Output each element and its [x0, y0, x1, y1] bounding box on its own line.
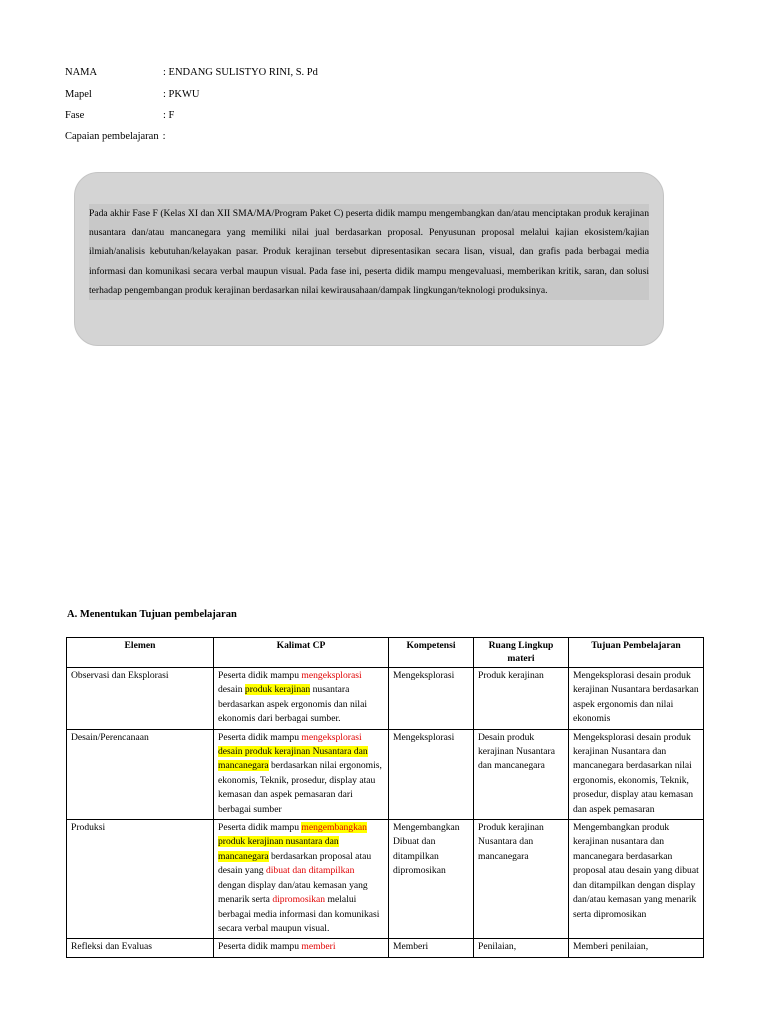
- mapel-field: [65, 88, 199, 101]
- elemen-cell: Produksi: [67, 820, 214, 939]
- cp-verb-red: mengembangkan: [301, 822, 367, 834]
- cp-highlight: produk kerajinan: [244, 684, 311, 696]
- table-row: [67, 668, 704, 730]
- fase-label: Fase: [65, 110, 85, 121]
- kompetensi-cell: Mengembangkan Dibuat dan ditampilkan dipromosikan: [389, 820, 474, 939]
- ruang-lingkup-cell: Penilaian,: [474, 939, 569, 957]
- ruang-lingkup-cell: Desain produk kerajinan Nusantara dan mancanegara: [474, 729, 569, 819]
- kalimat-cp-cell: [214, 668, 389, 730]
- cp-text: Peserta didik mampu: [218, 731, 302, 743]
- capaian-field: [65, 130, 166, 143]
- kalimat-cp-cell: [214, 939, 389, 957]
- tujuan-cell: Mengeksplorasi desain produk kerajinan Nusantara berdasarkan aspek ergonomis dan nilai ekonomis: [569, 668, 704, 730]
- nama-label: NAMA: [65, 67, 98, 78]
- nama-field: [65, 66, 318, 79]
- cp-verb-red: dipromosikan: [272, 894, 326, 906]
- nama-value: : ENDANG SULISTYO RINI, S. Pd: [163, 67, 318, 78]
- cp-verb-red: memberi: [301, 941, 336, 953]
- capaian-pembelajaran-text: Pada akhir Fase F (Kelas XI dan XII SMA/MA/Program Paket C) peserta didik mampu mengembangkan dan/atau menciptakan produk kerajinan nusantara dan/atau mancanegara yang memiliki nilai jual berdasarkan proposal. Penyusunan proposal melalui kajian ekosistem/kajian ilmiah/analisis kebutuhan/kelayakan pasar. Produk kerajinan tersebut dipresentasikan secara lisan, visual, dan grafis pada berbagai media informasi dan komunikasi secara verbal maupun visual. Pada fase ini, peserta didik mampu mengevaluasi, memberikan kritik, saran, dan solusi terhadap pengembangan produk kerajinan berdasarkan nilai kewirausahaan/dampak lingkungan/teknologi produksinya.: [89, 204, 649, 300]
- section-title: A. Menentukan Tujuan pembelajaran: [67, 609, 237, 620]
- elemen-cell: Observasi dan Eksplorasi: [67, 668, 214, 730]
- tujuan-cell: Mengeksplorasi desain produk kerajinan Nusantara dan mancanegara berdasarkan nilai ergonomis, ekonomis, Teknik, prosedur, display atau kemasan dan aspek pemasaran: [569, 729, 704, 819]
- capaian-label: Capaian pembelajaran: [65, 131, 159, 142]
- kompetensi-cell: Memberi: [389, 939, 474, 957]
- ruang-lingkup-cell: Produk kerajinan: [474, 668, 569, 730]
- cp-text: berdasarkan proposal atau desain yang: [218, 850, 372, 877]
- cp-text: nusantara berdasarkan aspek ergonomis dan nilai ekonomis dari berbagai sumber.: [218, 684, 368, 725]
- cp-text: Peserta didik mampu: [218, 670, 302, 681]
- cp-highlight: produk kerajinan nusantara dan mancanegara: [218, 836, 339, 862]
- mapel-value: : PKWU: [163, 89, 200, 100]
- kompetensi-cell: Mengeksplorasi: [389, 668, 474, 730]
- column-header-kompetensi: Kompetensi: [389, 638, 474, 668]
- column-header-elemen: Elemen: [67, 638, 214, 668]
- mapel-label: Mapel: [65, 89, 92, 100]
- capaian-pembelajaran-box: [74, 172, 664, 346]
- table-header-row: [67, 638, 704, 668]
- cp-verb-red: dibuat dan ditampilkan: [265, 865, 355, 877]
- cp-verb-red: mengeksplorasi: [301, 670, 362, 681]
- column-header-ruang-lingkup: Ruang Lingkup materi: [474, 638, 569, 668]
- tujuan-pembelajaran-table: [66, 637, 704, 958]
- cp-text: dengan display dan/atau kemasan yang menarik serta: [218, 879, 368, 906]
- column-header-kalimat-cp: Kalimat CP: [214, 638, 389, 668]
- fase-field: [65, 109, 174, 122]
- kalimat-cp-cell: [214, 729, 389, 819]
- ruang-lingkup-cell: Produk kerajinan Nusantara dan mancanegara: [474, 820, 569, 939]
- table-row: [67, 939, 704, 957]
- kalimat-cp-cell: [214, 820, 389, 939]
- elemen-cell: Desain/Perencanaan: [67, 729, 214, 819]
- cp-text: Peserta didik mampu: [218, 941, 302, 953]
- tujuan-cell: Mengembangkan produk kerajinan nusantara dan mancanegara berdasarkan proposal atau desain yang dibuat dan ditampilkan dengan display dan/atau kemasan yang menarik serta dipromosikan: [569, 820, 704, 939]
- fase-value: : F: [163, 110, 175, 121]
- cp-text: berdasarkan nilai ergonomis, ekonomis, Teknik, prosedur, display atau kemasan dan aspek pemasaran dari berbagai sumber: [218, 760, 382, 815]
- table-row: [67, 820, 704, 939]
- cp-verb-red: mengeksplorasi: [301, 731, 362, 743]
- column-header-tujuan: Tujuan Pembelajaran: [569, 638, 704, 668]
- table-row: [67, 729, 704, 819]
- tujuan-cell: Memberi penilaian,: [569, 939, 704, 957]
- cp-highlight: desain produk kerajinan Nusantara dan mancanegara: [218, 746, 368, 772]
- cp-text: Peserta didik mampu: [218, 822, 302, 834]
- cp-text: desain: [218, 684, 245, 696]
- elemen-cell: Refleksi dan Evaluas: [67, 939, 214, 957]
- kompetensi-cell: Mengeksplorasi: [389, 729, 474, 819]
- cp-text: melalui berbagai media informasi dan komunikasi secara verbal maupun visual.: [218, 894, 380, 934]
- capaian-separator: :: [162, 131, 166, 142]
